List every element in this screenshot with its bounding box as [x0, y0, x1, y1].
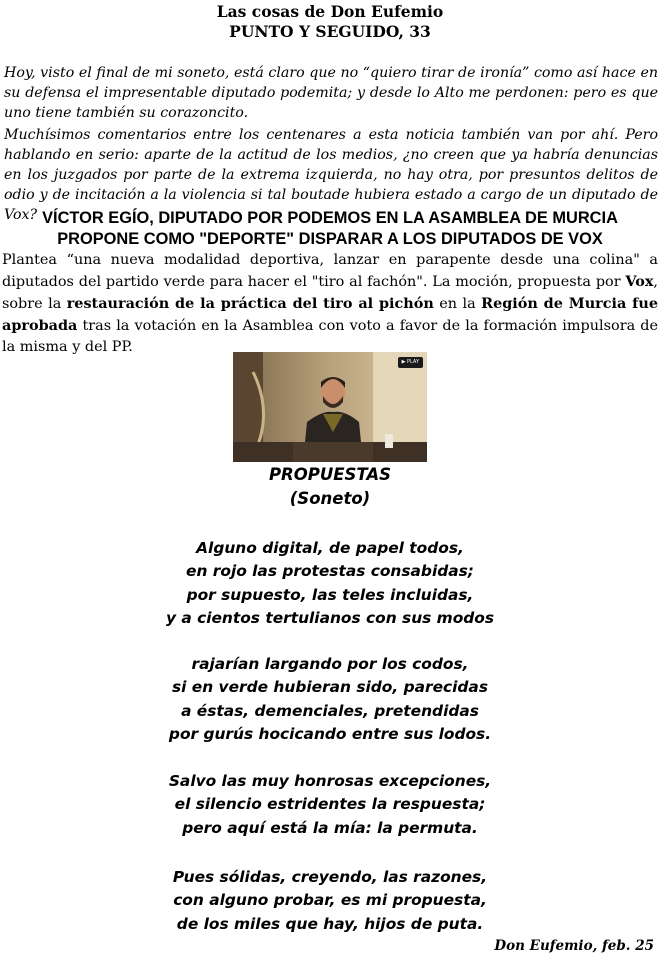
- poem-line: de los miles que hay, hijos de puta.: [176, 914, 484, 933]
- poem-title: PROPUESTAS: [268, 465, 392, 484]
- poem-line: si en verde hubieran sido, parecidas: [172, 678, 488, 697]
- speaker-photo: [233, 352, 427, 462]
- poem-line: Pues sólidas, creyendo, las razones,: [172, 868, 488, 886]
- intro-paragraph-1: Hoy, visto el final de mi soneto, está claro que no “quiero tirar de ironía” como así hace en su defensa el impresentable diputado podemita; y desde lo Alto me perdonen: pero es que uno tiene también su corazoncito.: [4, 65, 658, 121]
- poem-stanza-4: [0, 866, 660, 936]
- video-thumbnail[interactable]: [233, 352, 427, 462]
- news-text-3: en la: [433, 296, 482, 312]
- news-bold-restauracion: restauración de la práctica del tiro al pichón: [66, 295, 434, 312]
- poem-stanza-2: [0, 653, 660, 747]
- news-bold-region: Región de Murcia fue aprobada: [2, 295, 658, 334]
- news-body: [2, 250, 658, 358]
- column-subtitle: PUNTO Y SEGUIDO, 33: [229, 22, 431, 41]
- play-icon[interactable]: ▶ PLAY: [398, 357, 423, 368]
- poem-subtitle: (Soneto): [289, 489, 371, 508]
- poem-line: Salvo las muy honrosas excepciones,: [168, 772, 492, 790]
- news-bold-vox: Vox: [625, 273, 654, 290]
- poem-line: rajarían largando por los codos,: [191, 655, 469, 673]
- news-text-1: Plantea “una nueva modalidad deportiva, lanzar en parapente desde una colina" a diputados del partido verde para hacer el "tiro al fachón". La moción, propuesta por: [2, 252, 658, 290]
- poem-line: en rojo las protestas consabidas;: [186, 562, 474, 581]
- poem-stanza-3: [0, 770, 660, 840]
- poem-line: y a cientos tertulianos con sus modos: [165, 609, 495, 628]
- poem-stanza-1: [0, 537, 660, 631]
- poem-line: con alguno probar, es mi propuesta,: [173, 891, 487, 910]
- poem-line: el silencio estridentes la respuesta;: [174, 795, 486, 814]
- column-title: Las cosas de Don Eufemio: [216, 2, 444, 21]
- poem-line: a éstas, demenciales, pretendidas: [181, 701, 479, 720]
- news-headline: VÍCTOR EGÍO, DIPUTADO POR PODEMOS EN LA ASAMBLEA DE MURCIA PROPONE COMO "DEPORTE" DISPARAR A LOS DIPUTADOS DE VOX: [42, 209, 618, 248]
- signature: Don Eufemio, feb. 25: [494, 938, 654, 954]
- news-text-4: tras la votación en la Asamblea con voto a favor de la formación impulsora de la misma y del PP.: [2, 318, 658, 355]
- intro-paragraph-2: Muchísimos comentarios entre los centenares a esta noticia también van por ahí. Pero hablando en serio: aparte de la actitud de los medios, ¿no creen que ya habría denuncias en los juzgados por parte de la extrema izquierda, no hay otra, por presuntos delitos de odio y de incitación a la violencia si tal boutade hubiera estado a cargo de un diputado de Vox?: [4, 127, 658, 223]
- poem-line: por supuesto, las teles incluidas,: [186, 585, 474, 604]
- poem-line: pero aquí está la mía: la permuta.: [182, 818, 478, 837]
- poem-line: por gurús hocicando entre sus lodos.: [168, 725, 492, 744]
- poem-line: Alguno digital, de papel todos,: [196, 539, 464, 557]
- news-text-2: , sobre la: [2, 274, 658, 312]
